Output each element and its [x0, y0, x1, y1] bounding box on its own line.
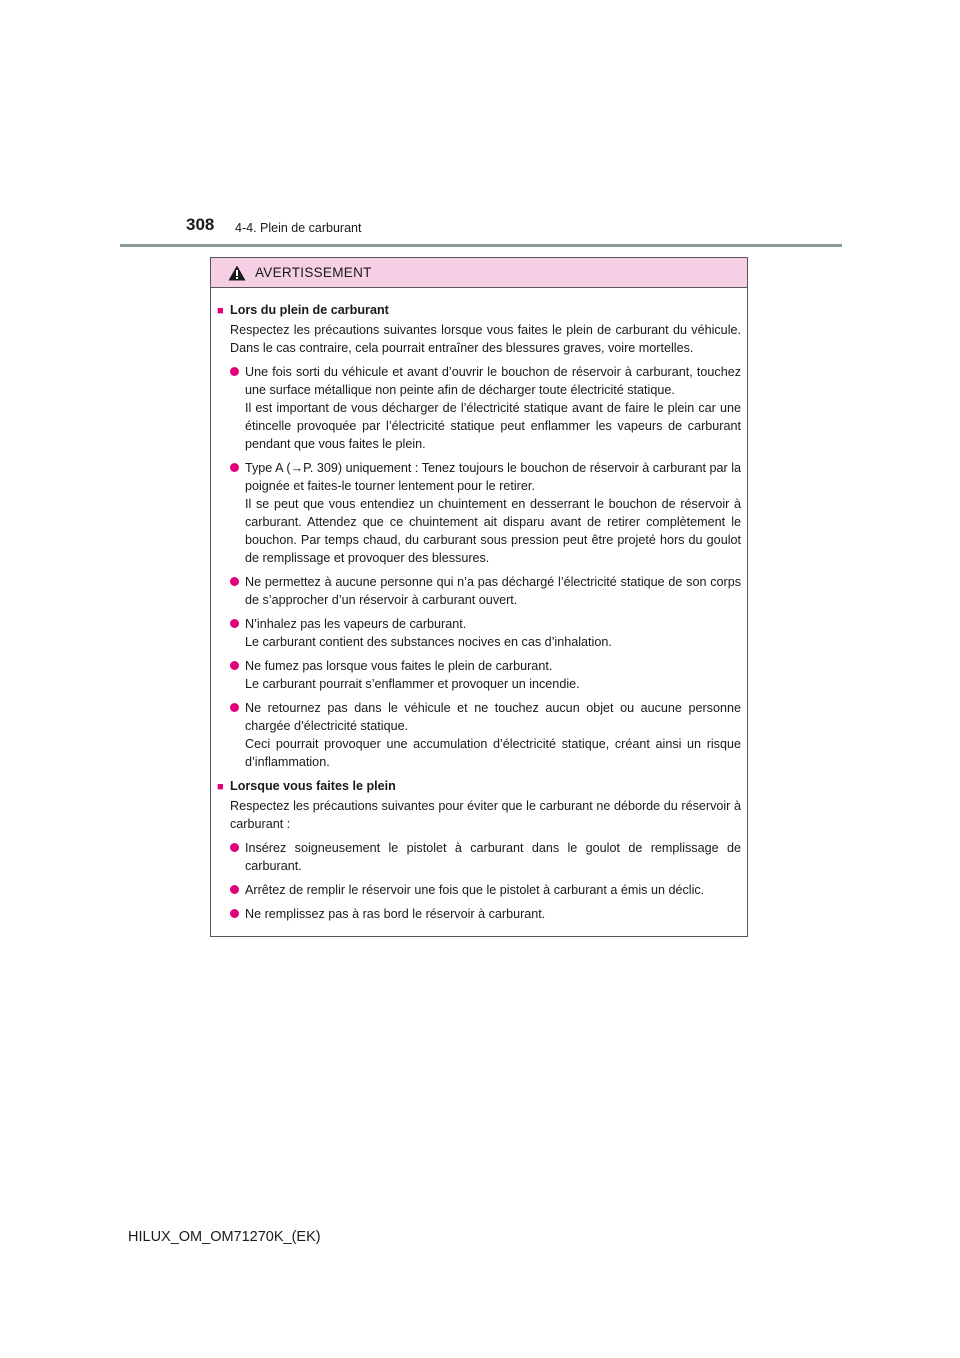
warning-box	[210, 257, 748, 937]
footer-code: HILUX_OM_OM71270K_(EK)	[128, 1229, 321, 1245]
bullet-item-text	[245, 839, 741, 875]
bullet-item-text	[245, 699, 741, 771]
square-bullet-icon: ■	[217, 305, 224, 317]
round-bullet-icon	[230, 909, 239, 918]
section-title: 4-4. Plein de carburant	[235, 221, 362, 235]
section-heading	[217, 301, 741, 320]
round-bullet-icon	[230, 703, 239, 712]
header-rule	[120, 244, 842, 247]
bullet-item	[230, 905, 741, 923]
bullet-item	[230, 881, 741, 899]
bullet-item	[230, 573, 741, 609]
bullet-item-line: Type A (→P. 309) uniquement : Tenez toujours le bouchon de réservoir à carburant par la poignée et faites-le tourner lentement pour le retirer.	[245, 461, 741, 493]
bullet-item-line: Il se peut que vous entendiez un chuintement en desserrant le bouchon de réservoir à carburant. Attendez que ce chuintement ait disparu avant de retirer complètement le bouchon. Par temps chaud, du carburant sous pression peut être projeté hors du goulot de remplissage et provoquer des blessures.	[245, 497, 741, 565]
round-bullet-icon	[230, 367, 239, 376]
round-bullet-icon	[230, 463, 239, 472]
bullet-item-text	[245, 881, 741, 899]
warning-body	[211, 288, 747, 923]
page-number: 308	[186, 215, 215, 234]
bullet-item-text	[245, 573, 741, 609]
warning-header	[211, 258, 747, 288]
bullet-item-line: N’inhalez pas les vapeurs de carburant.	[245, 617, 467, 631]
bullet-item-line: Ne remplissez pas à ras bord le réservoir à carburant.	[245, 907, 546, 921]
section-heading-text: Lors du plein de carburant	[230, 303, 389, 317]
bullet-item-text	[245, 363, 741, 453]
section-heading-text: Lorsque vous faites le plein	[230, 779, 396, 793]
warning-triangle-icon	[228, 265, 246, 281]
bullet-item-line: Ceci pourrait provoquer une accumulation d’électricité statique, créant ainsi un risque d’inflammation.	[245, 737, 741, 769]
bullet-item-line: Arrêtez de remplir le réservoir une fois que le pistolet à carburant a émis un déclic.	[245, 883, 705, 897]
bullet-item-line: Il est important de vous décharger de l’électricité statique avant de faire le plein car une étincelle provoquée par l’électricité statique peut enflammer les vapeurs de carburant pendant que vous faites le plein.	[245, 401, 741, 451]
round-bullet-icon	[230, 843, 239, 852]
section-intro: Respectez les précautions suivantes lorsque vous faites le plein de carburant du véhicule. Dans le cas contraire, cela pourrait entraîner des blessures graves, voire mortelles.	[230, 323, 741, 355]
bullet-item	[230, 657, 741, 693]
bullet-item	[230, 615, 741, 651]
round-bullet-icon	[230, 661, 239, 670]
bullet-item	[230, 839, 741, 875]
bullet-item-line: Insérez soigneusement le pistolet à carburant dans le goulot de remplissage de carburant.	[245, 841, 741, 873]
section-intro: Respectez les précautions suivantes pour éviter que le carburant ne déborde du réservoir à carburant :	[230, 799, 741, 831]
bullet-item-line: Ne permettez à aucune personne qui n’a pas déchargé l’électricité statique de son corps de s’approcher d’un réservoir à carburant ouvert.	[245, 575, 741, 607]
square-bullet-icon: ■	[217, 781, 224, 793]
bullet-item-text	[245, 657, 741, 693]
bullet-item-line: Ne fumez pas lorsque vous faites le plein de carburant.	[245, 659, 553, 673]
bullet-item	[230, 363, 741, 453]
bullet-item-line: Le carburant contient des substances nocives en cas d’inhalation.	[245, 635, 612, 649]
bullet-item	[230, 699, 741, 771]
round-bullet-icon	[230, 885, 239, 894]
bullet-item-line: Une fois sorti du véhicule et avant d’ouvrir le bouchon de réservoir à carburant, touchez une surface métallique non peinte afin de décharger toute électricité statique.	[245, 365, 741, 397]
bullet-item-text	[245, 459, 741, 567]
round-bullet-icon	[230, 619, 239, 628]
bullet-item	[230, 459, 741, 567]
bullet-item-line: Le carburant pourrait s’enflammer et provoquer un incendie.	[245, 677, 580, 691]
round-bullet-icon	[230, 577, 239, 586]
bullet-item-text	[245, 905, 741, 923]
warning-title: AVERTISSEMENT	[255, 265, 372, 280]
section-heading	[217, 777, 741, 796]
bullet-item-line: Ne retournez pas dans le véhicule et ne touchez aucun objet ou aucune personne chargée d’électricité statique.	[245, 701, 741, 733]
bullet-item-text	[245, 615, 741, 651]
